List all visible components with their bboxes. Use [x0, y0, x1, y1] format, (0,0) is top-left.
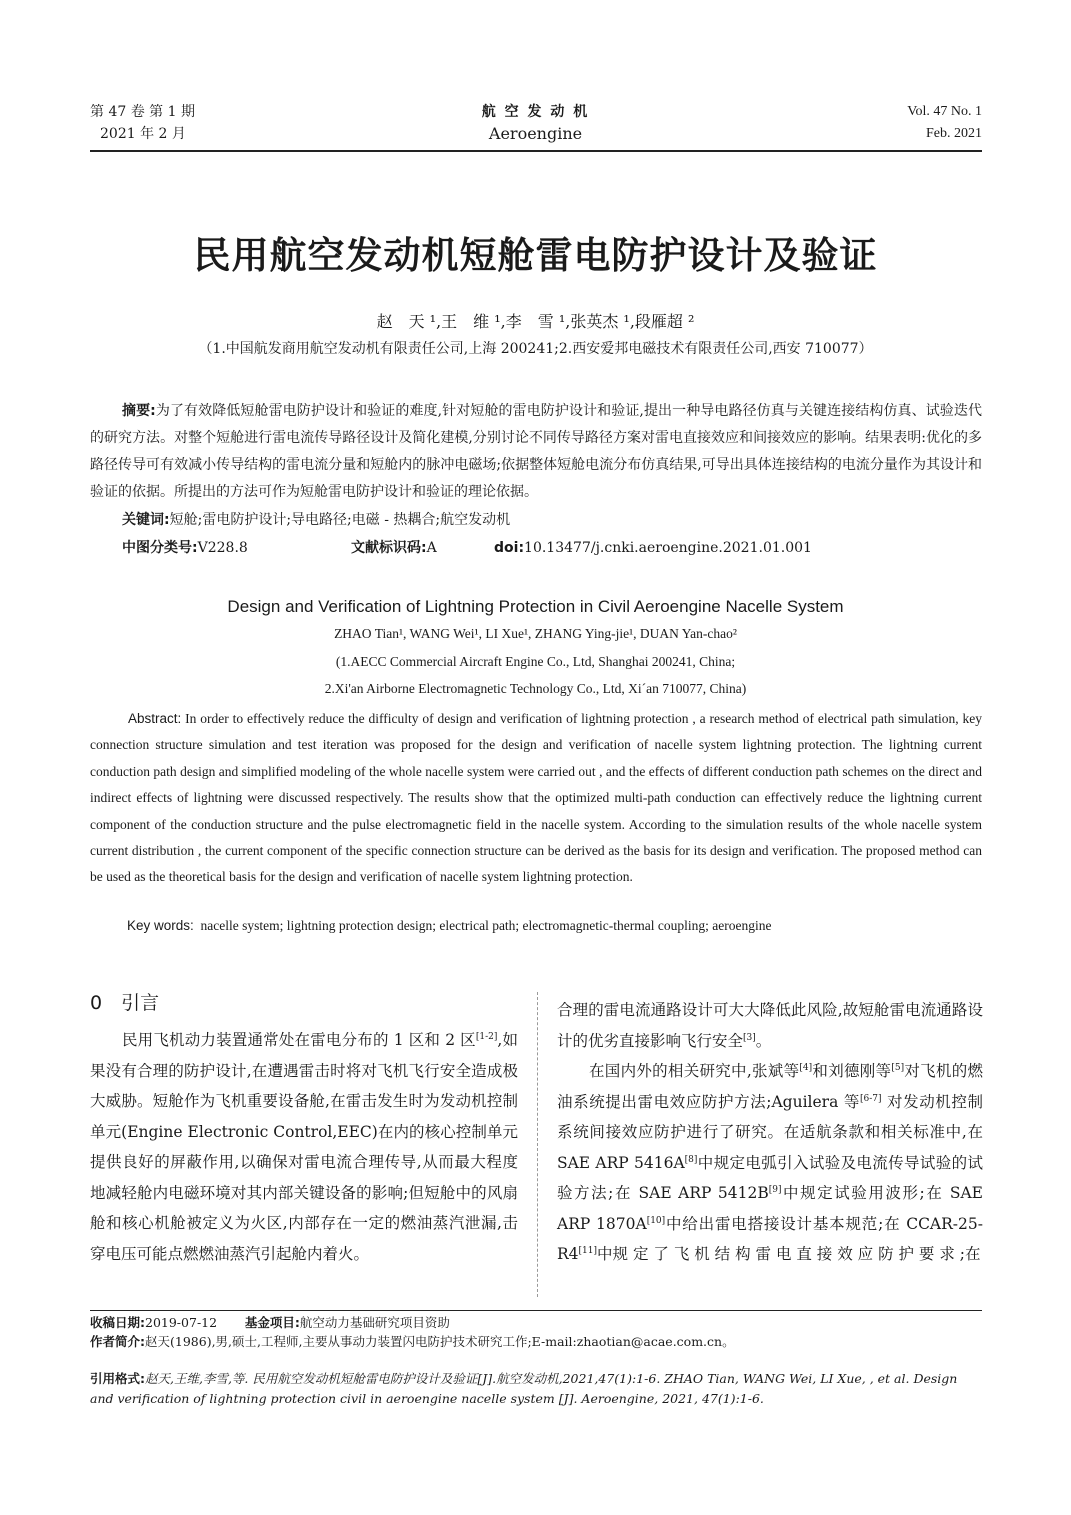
affiliation-en-1: (1.AECC Commercial Aircraft Engine Co., Ltd, Shanghai 200241, China;: [335, 654, 736, 669]
section-heading: 0 引言: [90, 992, 160, 1014]
body-text: 对发动机控制系统间接效应防护进行了研究。在适航条款和相关标准中,在 SAE ARP 5416A: [557, 1092, 983, 1172]
reference-marker[interactable]: [4]: [799, 1062, 813, 1073]
body-text: 和刘德刚等: [812, 1062, 892, 1080]
clc-value: V228.8: [197, 540, 248, 556]
body-text: 合理的雷电流通路设计可大大降低此风险,故短舱雷电流通路设计的优劣直接影响飞行安全: [557, 1001, 983, 1050]
reference-marker[interactable]: [6-7]: [859, 1093, 882, 1104]
clc-label: 中图分类号:: [122, 540, 198, 556]
body-text: 中规定电弧引入试验及电流传导试验的试验方法;在 SAE ARP 5412B: [557, 1153, 983, 1202]
column-divider: [537, 992, 538, 1297]
abstract-en: [90, 706, 982, 891]
footnote-rule: [90, 1310, 982, 1311]
publication-date: 2021 年 2 月: [100, 126, 186, 142]
fund-value: 航空动力基础研究项目资助: [299, 1315, 450, 1330]
doc-code-label: 文献标识码:: [351, 540, 427, 556]
abstract-cn-text: 为了有效降低短舱雷电防护设计和验证的难度,针对短舱的雷电防护设计和验证,提出一种导电路径仿真与关键连接结构仿真、试验迭代的研究方法。对整个短舱进行雷电流传导路径设计及简化建模,分别讨论不同传导路径方案对雷电直接效应和间接效应的影响。结果表明:优化的多路径传导可有效减小传导结构的雷电流分量和短舱内的脉冲电磁场;依据整体短舱电流分布仿真结果,可导出具体连接结构的电流分量作为其设计和验证的依据。所提出的方法可作为短舱雷电防护设计和验证的理论依据。: [90, 403, 982, 500]
keywords-en: [127, 918, 771, 934]
body-left-column: [90, 1025, 518, 1269]
reference-marker[interactable]: [9]: [768, 1184, 782, 1195]
citation-label: 引用格式:: [90, 1371, 145, 1386]
author-bio: 赵天(1986),男,硕士,工程师,主要从事动力装置闪电防护技术研究工作;E-mail:zhaotian@acae.com.cn。: [145, 1334, 735, 1349]
keywords-en-label: Key words:: [127, 918, 194, 933]
reference-marker[interactable]: [1-2]: [475, 1031, 498, 1042]
header-right: [907, 101, 982, 145]
body-text: 。: [755, 1031, 772, 1050]
reference-marker[interactable]: [10]: [646, 1215, 666, 1226]
abstract-cn-label: 摘要:: [122, 403, 156, 419]
body-paragraph: [90, 1025, 518, 1269]
keywords-cn-label: 关键词:: [122, 512, 170, 528]
journal-name-en: Aeroengine: [488, 124, 583, 143]
paper-title-cn: 民用航空发动机短舱雷电防护设计及验证: [193, 234, 878, 277]
doc-code-value: A: [426, 540, 437, 556]
fund-label: 基金项目:: [244, 1315, 300, 1330]
citation-text: 赵天,王维,李雪,等. 民用航空发动机短舱雷电防护设计及验证[J].航空发动机,2021,47(1):1-6. ZHAO Tian, WANG Wei, LI Xue, , et al. Design and verification of lightning protection civil in aeroengine nacelle system [J]. Aeroengine, 2021, 47(1):1-6.: [90, 1371, 958, 1406]
authors-cn: 赵 天 ¹,王 维 ¹,李 雪 ¹,张英杰 ¹,段雁超 ²: [376, 312, 695, 331]
body-right-column: [557, 995, 983, 1270]
body-text: 在国内外的相关研究中,张斌等: [589, 1062, 800, 1080]
keywords-cn-text: 短舱;雷电防护设计;导电路径;电磁 - 热耦合;航空发动机: [169, 512, 511, 528]
abstract-en-text: In order to effectively reduce the difficulty of design and verification of lightning protection , a research method of electrical path simulation, key connection structure simulation and test iteration was proposed for the design and verification of nacelle system lightning protection. The lightning current conduction path design and simplified modeling of the whole nacelle system were carried out , and the effects of different conduction path schemes on the direct and indirect effects of lightning were discussed respectively. The results show that the optimized multi-path conduction can effectively reduce the lightning current component of the conduction structure and the pulse electromagnetic field in the nacelle system. According to the simulation results of the whole nacelle system current distribution , the current component of the specific connection structure can be derived as the basis for its design and verification. The proposed method can be used as the theoretical basis for the design and verification of nacelle system lightning protection.: [90, 711, 982, 885]
abstract-en-label: Abstract:: [128, 711, 182, 726]
author-bio-label: 作者简介:: [90, 1334, 145, 1349]
body-text: 中给出雷电搭接设计基本规范;在 CCAR-25-R4: [557, 1214, 983, 1263]
body-paragraph: [557, 1056, 983, 1270]
body-text: ,如果没有合理的防护设计,在遭遇雷击时将对飞机飞行安全造成极大威胁。短舱作为飞机重要设备舱,在雷击发生时为发动机控制单元(Engine Electronic Control,EEC)在内的核心控制单元提供良好的屏蔽作用,以确保对雷电流合理传导,从而最大程度地减轻舱内电磁环境对其内部关键设备的影响;但短舱中的风扇舱和核心机舱被定义为火区,内部存在一定的燃油蒸汽泄漏,击穿电压可能点燃燃油蒸汽引起舱内着火。: [90, 1031, 518, 1263]
volume-issue-en: Vol. 47 No. 1: [907, 104, 982, 119]
paper-title-en: Design and Verification of Lightning Protection in Civil Aeroengine Nacelle System: [227, 597, 844, 616]
reference-marker[interactable]: [3]: [743, 1032, 756, 1043]
header-rule: [90, 150, 982, 152]
document-code: [351, 537, 437, 559]
received-date: 2019-07-12: [145, 1315, 218, 1330]
authors-en: ZHAO Tian¹, WANG Wei¹, LI Xue¹, ZHANG Ying-jie¹, DUAN Yan-chao²: [334, 626, 737, 641]
body-text: 中规定试验用波形;在 SAE ARP 1870A: [557, 1184, 983, 1233]
footnote-received: [90, 1313, 982, 1333]
body-paragraph: [557, 995, 983, 1056]
affiliations-cn: （1.中国航发商用航空发动机有限责任公司,上海 200241;2.西安爱邦电磁技术有限责任公司,西安 710077）: [198, 341, 873, 357]
keywords-en-text: nacelle system; lightning protection design; electrical path; electromagnetic-thermal coupling; aeroengine: [200, 918, 772, 933]
doi: [494, 537, 812, 559]
journal-name-cn: 航 空 发 动 机: [481, 104, 590, 120]
affiliation-en-2: 2.Xi'an Airborne Electromagnetic Technology Co., Ltd, Xi´an 710077, China): [324, 681, 747, 696]
volume-issue: 第 47 卷 第 1 期: [90, 104, 195, 120]
keywords-cn: [122, 509, 510, 531]
footnote-author: [90, 1332, 982, 1352]
publication-date-en: Feb. 2021: [926, 126, 982, 141]
body-text: 中规 定 了 飞 机 结 构 雷 电 直 接 效 应 防 护 要 求 ;在: [597, 1245, 981, 1263]
doi-value: 10.13477/j.cnki.aeroengine.2021.01.001: [524, 540, 812, 556]
received-label: 收稿日期:: [90, 1315, 145, 1330]
reference-marker[interactable]: [8]: [684, 1154, 698, 1165]
doi-label: doi:: [494, 540, 525, 556]
clc-number: [122, 537, 248, 559]
body-text: 对飞机的燃油系统提出雷电效应防护方法;Aguilera 等: [557, 1062, 983, 1111]
reference-marker[interactable]: [11]: [578, 1245, 598, 1256]
reference-marker[interactable]: [5]: [891, 1062, 905, 1073]
abstract-cn: [90, 398, 982, 506]
citation-format: [90, 1369, 982, 1409]
body-text: 民用飞机动力装置通常处在雷电分布的 1 区和 2 区: [122, 1031, 476, 1049]
